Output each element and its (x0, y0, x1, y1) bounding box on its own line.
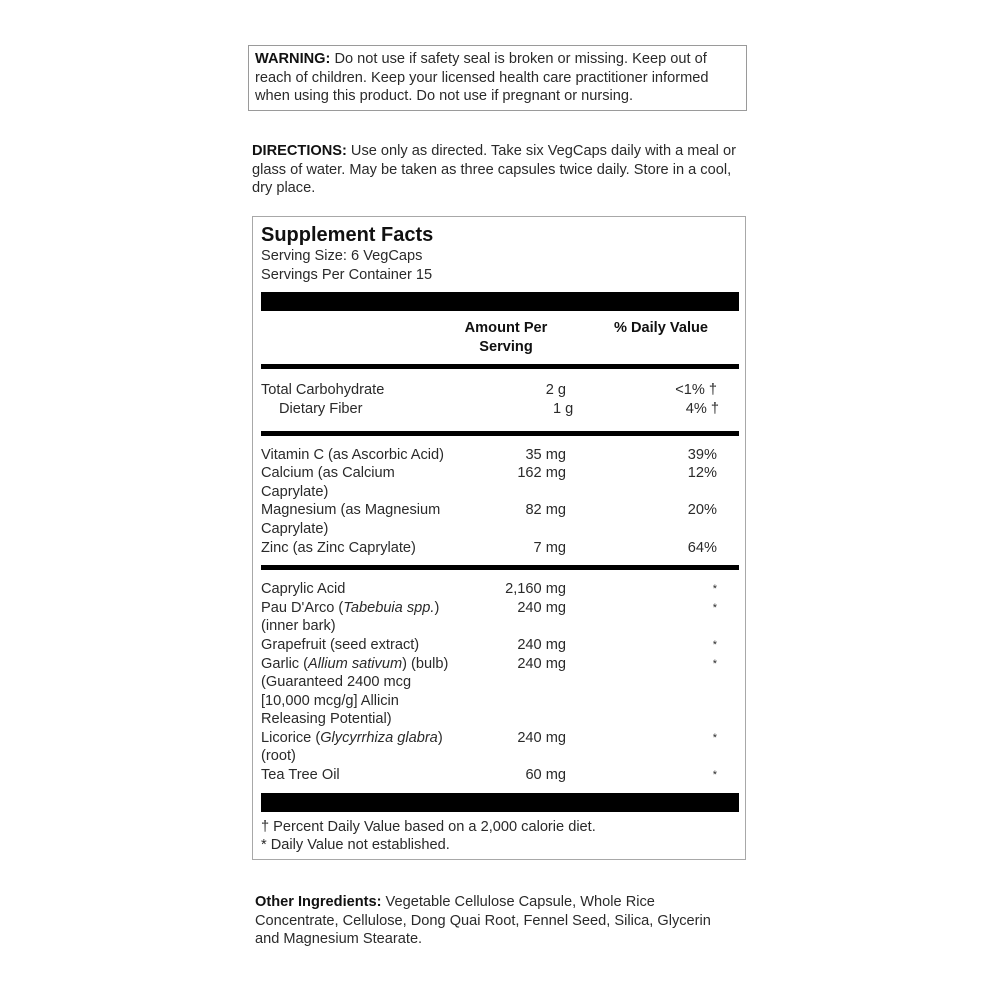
nutrient-name: Vitamin C (as Ascorbic Acid) (261, 446, 445, 463)
ingredient-amount: 240 mg (517, 655, 566, 672)
ingredient-name (261, 655, 451, 729)
ingredient-amount: 240 mg (517, 636, 566, 653)
nutrient-row (261, 381, 739, 400)
serving-size: Serving Size: 6 VegCaps (261, 248, 423, 264)
vitamin-mineral-group (261, 446, 739, 558)
ingredient-row (261, 655, 739, 729)
ingredient-name-text: Licorice ( (261, 729, 321, 746)
header-daily-value: % Daily Value (613, 320, 709, 337)
thick-divider (261, 793, 739, 812)
divider (261, 565, 739, 570)
nutrient-amount: 1 g (553, 400, 574, 417)
ingredient-daily-value: * (712, 657, 717, 670)
ingredient-daily-value: * (712, 769, 717, 782)
ingredient-name (261, 766, 451, 785)
ingredient-name-suffix: ) (inner bark) (261, 599, 440, 635)
nutrient-row (261, 446, 739, 465)
other-ingredients-text: Vegetable Cellulose Capsule, Whole Rice Concentrate, Cellulose, Dong Quai Root, Fennel Seed, Silica, Glycerin and Magnesium Stearate. (255, 894, 711, 948)
ingredient-daily-value: * (712, 583, 717, 596)
ingredient-row (261, 636, 739, 655)
nutrient-daily-value: 12% (687, 465, 717, 482)
nutrient-name: Magnesium (as Magnesium Caprylate) (261, 502, 441, 537)
ingredient-name (261, 599, 451, 636)
ingredient-name-text: Caprylic Acid (261, 581, 346, 598)
ingredient-name-text: Pau D'Arco ( (261, 599, 344, 616)
ingredient-row (261, 729, 739, 766)
nutrient-amount: 2 g (545, 382, 566, 399)
nutrient-row (261, 501, 739, 538)
warning-text: Do not use if safety seal is broken or missing. Keep out of reach of children. Keep your licensed health care practitioner informed when using this product. Do not use if pregnant or nursing. (255, 51, 709, 105)
directions (252, 142, 746, 198)
ingredient-amount: 240 mg (517, 729, 566, 746)
other-ingredients (255, 893, 735, 949)
thick-divider (261, 292, 739, 311)
ingredient-amount: 240 mg (517, 599, 566, 616)
ingredient-name-suffix: ) (root) (261, 729, 443, 765)
nutrient-amount: 82 mg (525, 502, 566, 519)
nutrient-name: Dietary Fiber (279, 400, 363, 417)
ingredient-amount: 2,160 mg (505, 581, 566, 598)
facts-title: Supplement Facts (261, 224, 434, 246)
column-headers (261, 319, 739, 356)
nutrient-name: Total Carbohydrate (261, 382, 385, 399)
ingredient-name-text: Tea Tree Oil (261, 767, 340, 784)
warning-box (248, 45, 747, 111)
nutrient-amount: 7 mg (533, 539, 566, 556)
header-amount: Amount Per Serving (464, 320, 548, 355)
warning-label: WARNING: (255, 51, 331, 67)
nutrient-daily-value: 4% † (685, 400, 719, 417)
ingredient-name (261, 580, 451, 599)
supplement-facts-panel (252, 216, 746, 860)
nutrient-daily-value: 64% (687, 539, 717, 556)
footnote-star: * Daily Value not established. (261, 837, 450, 854)
ingredient-latin-name: Tabebuia spp. (343, 599, 435, 616)
servings-per-container: Servings Per Container 15 (261, 266, 433, 283)
ingredient-name-text: Garlic ( (261, 655, 309, 672)
nutrient-amount: 162 mg (517, 465, 566, 482)
nutrient-daily-value: 20% (687, 502, 717, 519)
ingredient-row (261, 599, 739, 636)
ingredient-row (261, 580, 739, 599)
divider (261, 431, 739, 436)
ingredient-daily-value: * (712, 638, 717, 651)
ingredient-name (261, 729, 451, 766)
nutrient-name: Calcium (as Calcium Caprylate) (261, 465, 395, 500)
ingredient-name-suffix: ) (bulb) (Guaranteed 2400 mcg [10,000 mcg/g] Allicin Releasing Potential) (261, 655, 449, 728)
ingredient-daily-value: * (712, 731, 717, 744)
ingredient-latin-name: Glycyrrhiza glabra (320, 729, 438, 746)
nutrient-row (261, 400, 739, 419)
directions-text: Use only as directed. Take six VegCaps daily with a meal or glass of water. May be taken as three capsules twice daily. Store in a cool, dry place. (252, 143, 736, 197)
nutrient-daily-value: 39% (687, 446, 717, 463)
footnote-dagger: † Percent Daily Value based on a 2,000 calorie diet. (261, 818, 596, 835)
ingredient-latin-name: Allium sativum (308, 655, 403, 672)
nutrient-amount: 35 mg (525, 446, 566, 463)
herbal-group (261, 580, 739, 785)
other-ingredients-label: Other Ingredients: (255, 894, 382, 910)
ingredient-amount: 60 mg (525, 767, 566, 784)
ingredient-name-text: Grapefruit (seed extract) (261, 636, 420, 653)
ingredient-name (261, 636, 451, 655)
ingredient-row (261, 766, 739, 785)
directions-label: DIRECTIONS: (252, 143, 347, 159)
nutrient-daily-value: <1% † (675, 382, 717, 399)
nutrient-name: Zinc (as Zinc Caprylate) (261, 539, 416, 556)
nutrient-row (261, 464, 739, 501)
ingredient-daily-value: * (712, 601, 717, 614)
nutrient-row (261, 539, 739, 558)
divider (261, 364, 739, 369)
carbohydrate-group (261, 381, 739, 418)
